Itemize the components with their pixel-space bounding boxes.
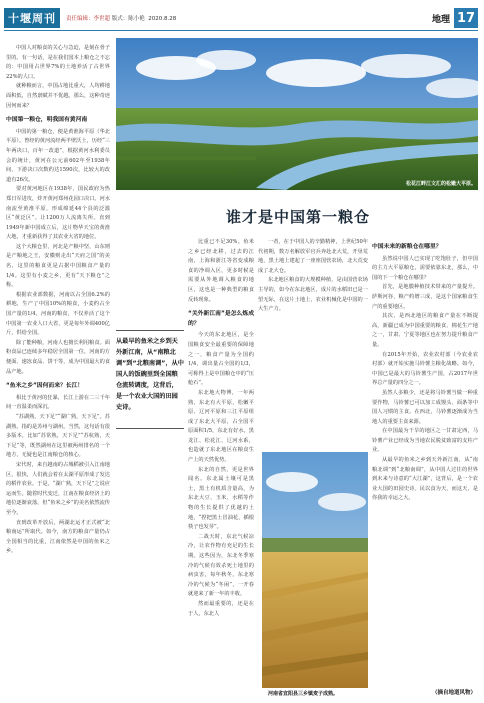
wheat-field-image (262, 452, 368, 688)
page-header (0, 0, 484, 30)
paragraph: 一者，在于中国人的辛勤精神，上世纪50年代初期，数万名解放军官兵奔赴北大荒，开垦荒地，黑土地上建起了一座座国营农场，北大荒变成了北大仓。 (258, 239, 368, 274)
column-1 (6, 44, 110, 699)
paragraph: 从最早的鱼米之乡到天外新江南，从“南粮北调”到“北粮南调”，从中国人过往的世界到未来与诗意的“大江湖”，这背后，是一个农业大国的田园史诗。民以食为天，而这天，是你我的幸运之大。 (372, 457, 478, 502)
paragraph: 虽然人多粮少，还是将马铃薯当做一种重要作物，马铃薯已可以加工成馒头、面条等中国人习惯的主食。在西北，马铃薯逐渐成为当地人的重要主食来源。 (372, 389, 478, 425)
page-number: 17 (454, 8, 478, 28)
paragraph: 直到改革开放后，两湖北运才正式被“北粮南运”所取代。如今，南方的粮食产量仍占全国相当的比重，江南依然是中国的鱼米之乡。 (6, 519, 110, 555)
paragraph: 相比于黄河的狂暴，长江上游在二三千年间一直温柔而深沉。 (6, 394, 110, 411)
masthead: 十堰周刊 (4, 8, 60, 28)
paragraph: 中国人对粮食的关心与急迫，是刻在骨子里的。有一句话，是在我们国本上粮仓之不忘的：中国用占世界7%的土地养活了占世界22%的人口。 (6, 45, 110, 80)
paragraph: 然而最重要的，还是在于人，东北人 (188, 600, 254, 617)
subhead: “鱼米之乡”因何而来？长江！ (6, 383, 84, 390)
paragraph: 东北的自然，更是世界闻名。东北属土壤可是黑土，黑土有机质含量高，为东北大豆、玉米、水稻等作物的生长提供了优越的土地，“捏把黑土冒油花，插根筷子也发芽”。 (188, 466, 254, 531)
header-rule (4, 30, 478, 31)
paragraph: 比重已不足30%。鱼米之乡已经北移，过去的江南，上海和浙江等省变成粮食的净调入区，更多时候是需要从外地调入粮食的地区，这也是一种典型的粮食反转现象。 (188, 239, 254, 303)
designer-credit: 版式：陈小艳 (111, 16, 145, 22)
editor-credit: 责任编辑：李世超 (66, 16, 111, 22)
paragraph: 东北地区粮食的大规模种植，是由国营农场主导的，如今在东北地区，成片的水稻田已是一望无际，在这片土地上，农业机械化是中国的一大生产力。 (258, 277, 368, 313)
paragraph: 首先，是地膜种植技术带来的产量提升。萨斯河谷，粮产约增三成，是这个国家粮食生产的重要地区。 (372, 284, 478, 310)
headline: 谁才是中国第一粮仓 (226, 208, 371, 226)
column-3-upper (258, 238, 368, 448)
paragraph: 二战天时，东北气候凉冷，让农作物有充足的生长期。这些因为，东北冬季寒冷的气候有效杀死土地里的病虫害，每年秋冬，东北寒冷的气候为“冬闲”，一开春就迎来了新一年的丰收。 (188, 533, 254, 598)
paragraph: 就种粮而言，中国占地比重大，人均耕地面积低，自然禀赋并不优越。那么，这种奇迹因何而来？ (6, 83, 110, 109)
paragraph: “苏湖熟，天下足”“湖广熟，天下足”。苏湖熟，指的是苏州与湖州。当然，这句话有很多版本，比如“苏常熟，天下足”“苏杭熟，天下足”等，既然湖州在这里被两州排名的一个地方，无疑也是江南粮仓的核心。 (6, 413, 110, 459)
column-4 (372, 238, 478, 700)
paragraph: 根据农业部数据，河南以占全国6.2%的耕地，生产了中国10%的粮食，小麦约占全国产量的1/4，河南的粮食，不仅养活了这个中国第一农业人口大省，更是每年外调400亿斤，供给全国。 (6, 291, 110, 337)
subhead: 中国第一粮仓，明我国有黄河南 (6, 117, 88, 124)
bottom-photo-caption: 河南省宜阳县三乡镇麦子成熟。 (268, 691, 339, 697)
pull-quote-rule-top (116, 330, 184, 331)
paragraph: 东北地大物博，一年两熟，东北有大平原，松嫩平原、辽河平原和三江平原组成了东北大平原，占全国平原面积1/5，东北有好水，黑龙江、松花江、辽河水系，也造就了东北地区在粮食生产上的天然优势。 (188, 389, 254, 464)
column-2 (188, 238, 254, 700)
wheat-field-photo (262, 452, 368, 688)
pull-quote: 从最早的鱼米之乡到天外新江南，从“南粮北调”到“北粮南调”，从中国人的饭碗里到全国粮仓流转调度，这背后，是一个农业大国的田园史诗。 (116, 338, 184, 411)
top-photo-caption: 松花江畔江文汇的松嫩大平原。 (405, 181, 476, 187)
pull-quote-rule-bottom (116, 428, 184, 429)
paragraph: 这个大粮仓里，河北是产粮中坚，山东则是产粮地之王，安徽则走出“天府之国”的美名，这里的粮食更是占据中国粮食产量的1/4。这里有小麦之乡，更有“天下粮仓”之称。 (6, 243, 110, 289)
subhead: “关外新江南”是怎么炼成的？ (188, 311, 254, 327)
issue-date: 2020.8.28 (148, 16, 177, 22)
paragraph: 有2015年开始，农业农村部（今农业农村部）就开始实施马铃薯主粮化战略。如今，中国已是最大的马铃薯生产国，占2017年世界总产量的四分之一。 (372, 351, 478, 387)
paragraph: 在中国最为干旱的地区之一甘肃定西，马铃薯产业已经成为当地农民脱贫致富的支柱产业。 (372, 428, 478, 454)
paragraph: 除了能种粮，河南人也擅长利用粮食。面粉食品已连续多年稳居全国第一位，河南的方便面、速冻食品、饼干等，成为中国最大的食品产地。 (6, 339, 110, 375)
river-plain-image (116, 38, 478, 190)
paragraph: 虽然说中国人已实现了吃饱肚子，但中国的主力大平原粮仓，需要依靠东北，那么，中国的下一个粮仓在哪里？ (372, 255, 478, 281)
paragraph: 要对黄河地区在1938年，国民政府为热郑日军进攻，炸开黄河郑州花园口决口。河水南流至黄淮平原，形成绵延44个县的泛滥区“黄泛区”。让1200万人流离失所。直到1949年新中国成立后，这片物华天宝的黄淮大地，才重新获得了其农业大省的地位。 (6, 186, 110, 241)
paragraph: 中国的第一粮仓，便是黄淮海平原（华北平原）。曾经的黄河流经两半壁沃土，历经“三年两决口，百年一改道”，根据黄河水利委员会的统计，黄河在公元前602年至1938年间，下游决口次数约达1590次，比较大的改道有26次。 (6, 128, 110, 183)
landscape-photo (116, 38, 478, 190)
article-source: （摘自地道风物） (431, 690, 476, 696)
section-name: 地理 (431, 15, 450, 25)
paragraph: 今天的东北地区，是全国粮食安全最重要的保障地之一，粮食产量为全国约1/4，调出量占全国的1/3，可称得上是中国粮仓中的“压舱石”。 (188, 332, 254, 387)
subhead: 中国未来的新粮仓在哪里？ (372, 244, 442, 250)
header-meta (66, 14, 176, 22)
paragraph: 其次，是西北地区的粮食产量在不断提高，新疆已成为中国重要的粮食、棉花生产地之一，甘肃、宁夏等地区也在努力提升粮食产量。 (372, 313, 478, 348)
paragraph: 宋代时，来自越南的占城稻被引入江南地区，很快，人们就会着在太湖平原形成了发达的稻作农业。于是，“湖广熟，天下足”之说应运而生。随着时代变迁，江南在粮食经济上的地位逐渐衰落，但“鱼米之乡”的美名依然流传至今。 (6, 461, 110, 516)
